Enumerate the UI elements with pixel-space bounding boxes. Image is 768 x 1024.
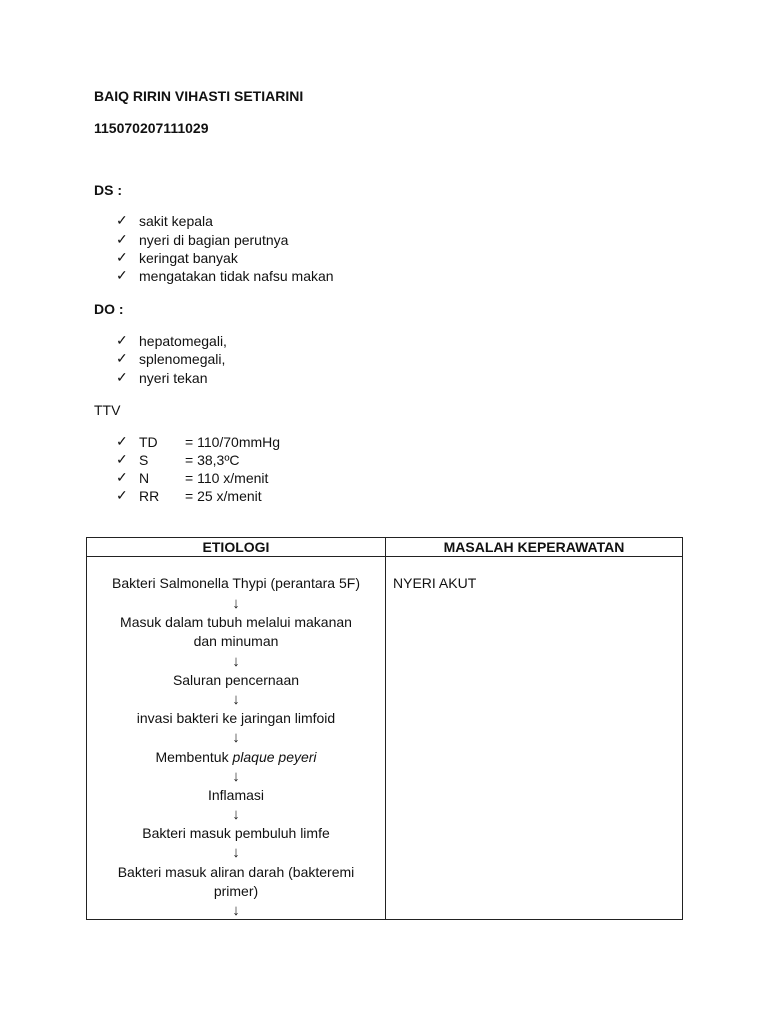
list-item-text: sakit kepala (139, 213, 213, 229)
down-arrow-icon: ↓ (232, 844, 240, 861)
vital-value: = 110/70mmHg (185, 434, 281, 450)
ds-heading: DS : (94, 182, 122, 198)
list-item-text: keringat banyak (139, 250, 238, 266)
column-divider (385, 538, 386, 919)
vital-value: = 110 x/menit (185, 470, 269, 486)
header-divider (87, 556, 682, 557)
vital-label: S (139, 452, 149, 468)
student-name: BAIQ RIRIN VIHASTI SETIARINI (94, 88, 304, 104)
down-arrow-icon: ↓ (232, 806, 240, 823)
nursing-diagnosis-table (86, 537, 683, 920)
etiologi-step: Bakteri masuk aliran darah (bakteremi (117, 864, 355, 880)
nursing-problem: NYERI AKUT (393, 575, 477, 591)
etiologi-step-text: Membentuk (155, 749, 229, 765)
checkmark-icon: ✓ (116, 212, 128, 228)
column-header-masalah: MASALAH KEPERAWATAN (443, 539, 625, 555)
checkmark-icon: ✓ (116, 267, 128, 283)
etiologi-step: dan minuman (193, 633, 279, 649)
etiologi-step: invasi bakteri ke jaringan limfoid (136, 710, 336, 726)
etiologi-step (87, 749, 385, 765)
ttv-heading: TTV (94, 402, 121, 418)
checkmark-icon: ✓ (116, 433, 128, 449)
down-arrow-icon: ↓ (232, 653, 240, 670)
etiologi-step-italic: plaque peyeri (232, 749, 317, 765)
etiologi-step: Masuk dalam tubuh melalui makanan (120, 614, 352, 630)
checkmark-icon: ✓ (116, 231, 128, 247)
checkmark-icon: ✓ (116, 469, 128, 485)
checkmark-icon: ✓ (116, 249, 128, 265)
checkmark-icon: ✓ (116, 332, 128, 348)
student-id: 115070207111029 (94, 120, 209, 136)
checkmark-icon: ✓ (116, 369, 128, 385)
vital-value: = 25 x/menit (185, 488, 262, 504)
down-arrow-icon: ↓ (232, 768, 240, 785)
list-item-text: mengatakan tidak nafsu makan (139, 268, 334, 284)
list-item-text: nyeri tekan (139, 370, 208, 386)
checkmark-icon: ✓ (116, 451, 128, 467)
down-arrow-icon: ↓ (232, 691, 240, 708)
down-arrow-icon: ↓ (232, 902, 240, 919)
list-item-text: hepatomegali, (139, 333, 227, 349)
list-item-text: splenomegali, (139, 351, 226, 367)
checkmark-icon: ✓ (116, 350, 128, 366)
list-item-text: nyeri di bagian perutnya (139, 232, 289, 248)
checkmark-icon: ✓ (116, 487, 128, 503)
down-arrow-icon: ↓ (232, 729, 240, 746)
vital-value: = 38,3ºC (185, 452, 240, 468)
etiologi-step: Bakteri masuk pembuluh limfe (142, 825, 330, 841)
etiologi-step: Saluran pencernaan (172, 672, 300, 688)
vital-label: RR (139, 488, 160, 504)
do-heading: DO : (94, 301, 124, 317)
etiologi-step: primer) (213, 883, 259, 899)
vital-label: TD (139, 434, 158, 450)
down-arrow-icon: ↓ (232, 595, 240, 612)
etiologi-step: Inflamasi (207, 787, 265, 803)
etiologi-step: Bakteri Salmonella Thypi (perantara 5F) (112, 575, 360, 591)
vital-label: N (139, 470, 150, 486)
column-header-etiologi: ETIOLOGI (202, 539, 270, 555)
